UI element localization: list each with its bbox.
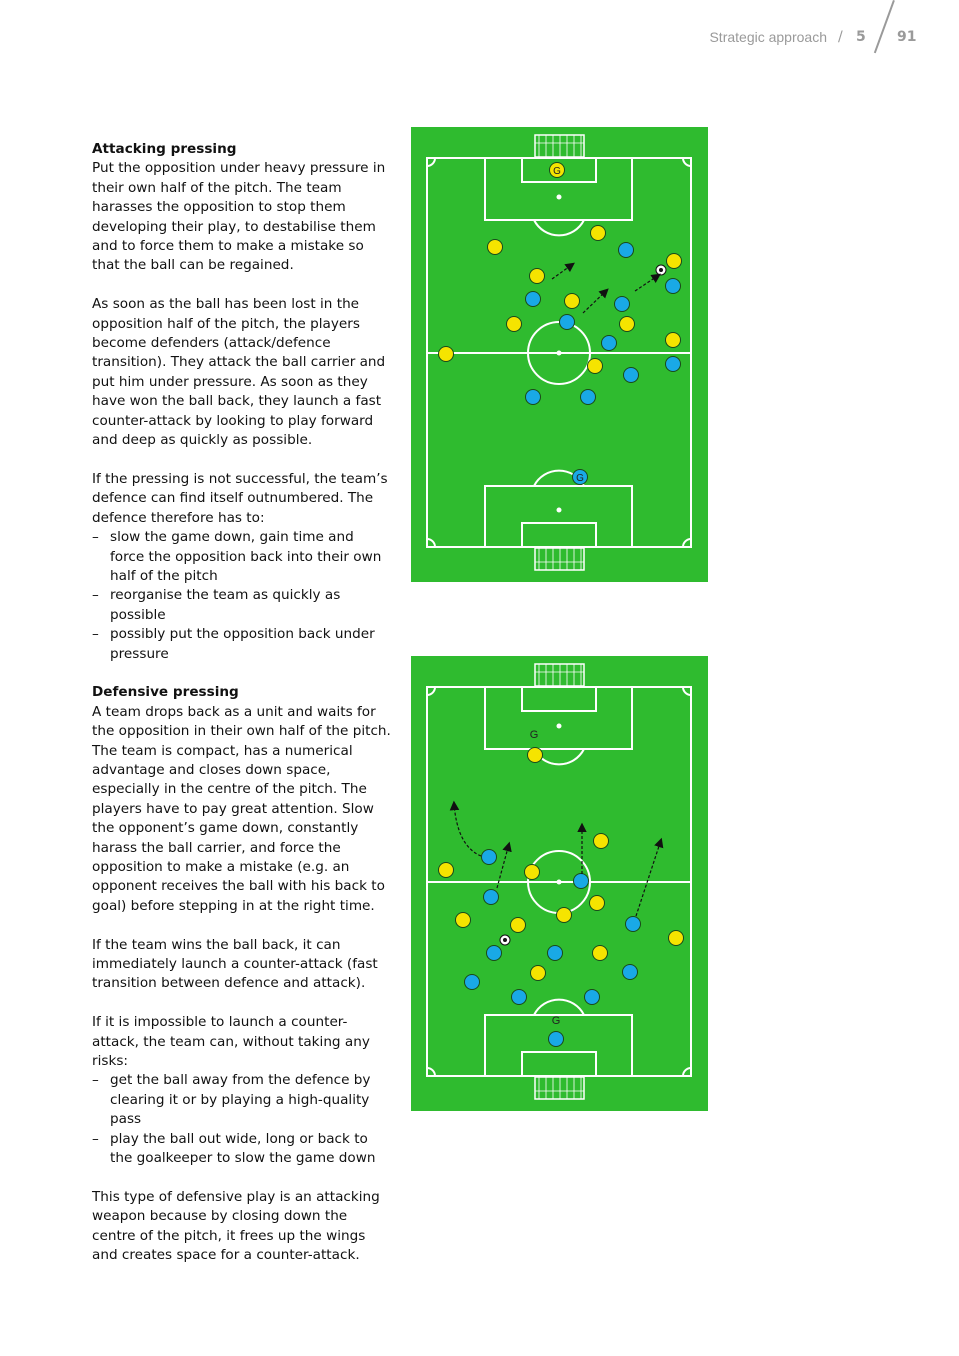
corner-arc bbox=[427, 687, 435, 695]
blue-player bbox=[619, 243, 634, 258]
list-item: – possibly put the opposition back under pressure bbox=[92, 625, 392, 664]
yellow-player bbox=[439, 347, 454, 362]
yellow-player bbox=[525, 865, 540, 880]
goal-area-bottom bbox=[522, 523, 596, 547]
yellow-player bbox=[531, 966, 546, 981]
blue-player bbox=[581, 390, 596, 405]
running-head-separator: / bbox=[838, 29, 843, 45]
defensive-paragraph-risks: If it is impossible to launch a counter-attack, the team can, without taking any risks: bbox=[92, 1014, 370, 1070]
blue-player bbox=[512, 990, 527, 1005]
goal-net-top bbox=[535, 135, 584, 157]
goal-net-bottom bbox=[535, 548, 584, 570]
goalkeeper-label: G bbox=[529, 729, 539, 741]
running-head-section: Strategic approach bbox=[709, 29, 827, 45]
goalkeeper-label: G bbox=[551, 1015, 561, 1027]
attacking-pressing-diagram bbox=[411, 127, 708, 582]
goal-area-top bbox=[522, 687, 596, 711]
blue-player bbox=[548, 946, 563, 961]
attacking-heading: Attacking pressing bbox=[92, 141, 237, 157]
corner-arc bbox=[427, 158, 435, 166]
defensive-heading: Defensive pressing bbox=[92, 684, 239, 701]
corner-arc bbox=[683, 539, 691, 547]
yellow-player bbox=[507, 317, 522, 332]
ball-icon-patch bbox=[503, 938, 507, 942]
pass-arrow bbox=[635, 275, 659, 291]
yellow-player bbox=[593, 946, 608, 961]
text-column bbox=[92, 140, 392, 1285]
goalkeeper-label: G bbox=[553, 166, 561, 177]
blue-player bbox=[624, 368, 639, 383]
list-item: – get the ball away from the defence by clearing it or by playing a high-quality pass bbox=[92, 1071, 392, 1129]
yellow-player bbox=[669, 931, 684, 946]
yellow-player bbox=[528, 748, 543, 763]
page-header bbox=[0, 26, 959, 56]
blue-player bbox=[626, 917, 641, 932]
corner-arc bbox=[683, 158, 691, 166]
goal-net-top bbox=[535, 664, 584, 686]
defensive-paragraph-conclusion: This type of defensive play is an attacking weapon because by closing down the centre of the pitch, it frees up the wings and creates space for a counter-attack. bbox=[92, 1188, 380, 1264]
yellow-player bbox=[594, 834, 609, 849]
attacking-paragraph-defence: If the pressing is not successful, the team’s defence can find itself outnumbered. The defence therefore has to: bbox=[92, 470, 388, 526]
pass-arrow bbox=[552, 264, 573, 279]
pitch-1-svg bbox=[411, 127, 708, 582]
attacking-paragraph-transition: As soon as the ball has been lost in the opposition half of the pitch, the players become defenders (attack/defence transition). They attack the ball carrier and put him under pressure. As soon as they have won the ball back, they launch a fast counter-attack by looking to play forward and deep as quickly as possible. bbox=[92, 296, 386, 449]
pitch-2-svg bbox=[411, 656, 708, 1111]
blue-player bbox=[526, 292, 541, 307]
blue-player bbox=[484, 890, 499, 905]
yellow-player bbox=[557, 908, 572, 923]
yellow-player bbox=[488, 240, 503, 255]
yellow-player bbox=[666, 333, 681, 348]
list-item: – play the ball out wide, long or back to the goalkeeper to slow the game down bbox=[92, 1130, 392, 1169]
blue-player bbox=[585, 990, 600, 1005]
penalty-box-top bbox=[485, 687, 632, 749]
penalty-box-bottom bbox=[485, 486, 632, 547]
blue-player bbox=[666, 357, 681, 372]
blue-player bbox=[602, 336, 617, 351]
defensive-list bbox=[92, 1071, 392, 1168]
penalty-arc-top bbox=[534, 220, 584, 235]
corner-arc bbox=[427, 1068, 435, 1076]
running-head-divider bbox=[874, 0, 895, 53]
page-number: 91 bbox=[897, 29, 917, 45]
attacking-section bbox=[92, 140, 392, 276]
yellow-player bbox=[565, 294, 580, 309]
centre-spot bbox=[557, 880, 562, 885]
defensive-pressing-diagram bbox=[411, 656, 708, 1111]
penalty-arc-bottom bbox=[534, 1000, 584, 1015]
blue-player bbox=[623, 965, 638, 980]
yellow-player bbox=[620, 317, 635, 332]
goalkeeper-label: G bbox=[576, 473, 584, 484]
blue-player bbox=[615, 297, 630, 312]
attacking-list bbox=[92, 528, 392, 664]
ball-icon-patch bbox=[659, 268, 663, 272]
yellow-player bbox=[588, 359, 603, 374]
list-item: – slow the game down, gain time and force the opposition back into their own half of the pitch bbox=[92, 528, 392, 586]
blue-player bbox=[482, 850, 497, 865]
penalty-spot-bottom bbox=[557, 508, 562, 513]
yellow-player bbox=[591, 226, 606, 241]
yellow-player bbox=[439, 863, 454, 878]
blue-player bbox=[574, 874, 589, 889]
list-item: – reorganise the team as quickly as possible bbox=[92, 586, 392, 625]
run-arrow bbox=[454, 803, 481, 856]
penalty-spot-top bbox=[557, 195, 562, 200]
attacking-intro: Put the opposition under heavy pressure in their own half of the pitch. The team harasses the opposition to stop them developing their play, to destabilise them and to force them to make a mistake so that the ball can be regained. bbox=[92, 160, 386, 274]
blue-player bbox=[549, 1032, 564, 1047]
pass-arrow bbox=[583, 290, 607, 313]
yellow-player bbox=[456, 913, 471, 928]
blue-player bbox=[666, 279, 681, 294]
defensive-section bbox=[92, 683, 392, 916]
running-head-chapter: 5 bbox=[856, 29, 866, 45]
yellow-player bbox=[530, 269, 545, 284]
blue-player bbox=[465, 975, 480, 990]
yellow-player bbox=[590, 896, 605, 911]
yellow-player bbox=[511, 918, 526, 933]
defensive-paragraph-counter: If the team wins the ball back, it can immediately launch a counter-attack (fast transition between defence and attack). bbox=[92, 936, 378, 992]
corner-arc bbox=[427, 539, 435, 547]
defensive-intro: A team drops back as a unit and waits for the opposition in their own half of the pitch. The team is compact, has a numerical advantage and closes down space, especially in the centre of the pitch. The players have to pay great attention. Slow the opponent’s game down, constantly harass the ball carrier, and force the opposition to make a mistake (e.g. an opponent receives the ball with his back to goal) before stepping in at the right time. bbox=[92, 703, 391, 914]
blue-player bbox=[560, 315, 575, 330]
blue-player bbox=[487, 946, 502, 961]
penalty-spot-top bbox=[557, 724, 562, 729]
goal-area-bottom bbox=[522, 1052, 596, 1076]
goal-net-bottom bbox=[535, 1077, 584, 1099]
run-arrow bbox=[636, 840, 661, 916]
centre-spot bbox=[557, 351, 562, 356]
corner-arc bbox=[683, 687, 691, 695]
yellow-player bbox=[667, 254, 682, 269]
corner-arc bbox=[683, 1068, 691, 1076]
blue-player bbox=[526, 390, 541, 405]
